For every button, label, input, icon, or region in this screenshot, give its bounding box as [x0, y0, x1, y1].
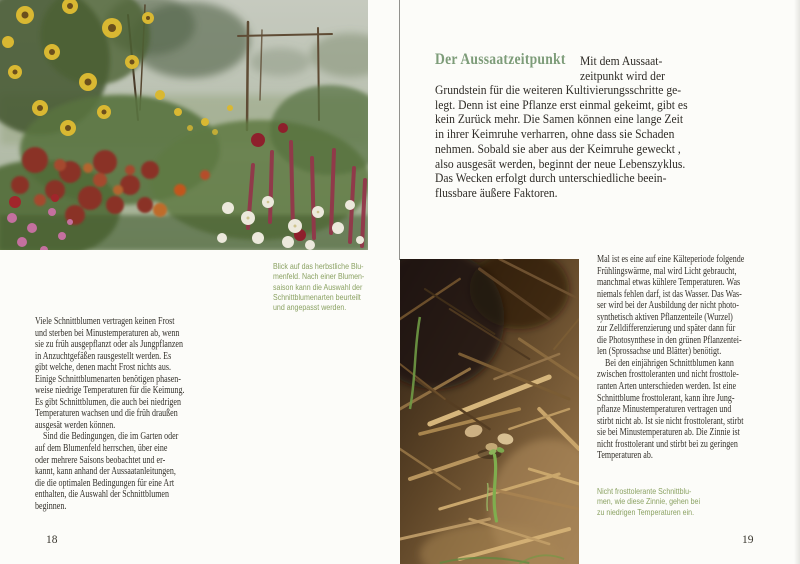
text-line: und sterben bei Minustemperaturen ab, wenn	[35, 327, 180, 339]
lead-text	[435, 83, 748, 201]
body-text-left	[35, 316, 195, 512]
page-number-right: 19	[742, 534, 754, 546]
page-gutter-line	[399, 0, 400, 260]
text-line: die Photosynthese in den grünen Pflanzentei-	[597, 334, 742, 346]
text-line: sie zu früh ausgepflanzt oder als Jungpflanzen	[35, 339, 183, 351]
text-line: sie bei Minustemperaturen ab. Die Zinnie ist	[597, 427, 740, 439]
column-text-right	[597, 254, 765, 462]
text-line: manchmal etwas kühlere Temperaturen. Was	[597, 277, 741, 289]
text-line: die die optimalen Bedingungen für eine Art	[35, 477, 175, 489]
text-line: Bei den einjährigen Schnittblumen kann	[597, 357, 734, 369]
text-line: in ihrer Keimruhe verharren, ohne dass sie Schaden	[435, 127, 675, 142]
text-line: Grundstein für die weiteren Kultivierungsschritte ge-	[435, 83, 682, 97]
text-line: flussbare äußere Faktoren.	[435, 185, 558, 200]
text-line: saison kann die Auswahl der	[273, 281, 363, 292]
page-number-left: 18	[46, 534, 58, 546]
text-line: Das Wecken erfolgt durch unterschiedliche beein-	[435, 171, 667, 186]
text-line: zur Zelldifferenzierung und später dann für	[597, 323, 736, 335]
text-line: menfeld. Nach einer Blumen-	[273, 271, 365, 282]
text-line: Viele Schnittblumen vertragen keinen Frost	[35, 316, 175, 327]
text-line: enthalten, die Auswahl der Schnittblumen	[35, 489, 169, 501]
text-line: synthetisch aktiven Pflanzenteile (Wurzel)	[597, 311, 733, 323]
garden-photo	[0, 0, 368, 250]
text-line: stirbt nicht ab. Ist sie nicht frosttolerant, stirbt	[597, 415, 744, 427]
section-heading: Der Aussaatzeitpunkt	[435, 51, 566, 68]
text-line: pflanze Minustemperaturen vertragen und	[597, 404, 732, 416]
text-line: zeitpunkt wird der	[580, 68, 665, 83]
text-line: legt. Denn ist eine Pflanze erst einmal gekeimt, gibt es	[435, 97, 688, 112]
text-line: men, wie diese Zinnie, gehen bei	[597, 496, 701, 507]
text-line: oder mehrere Saisons beobachtet und er-	[35, 454, 166, 466]
garden-photo-illustration	[0, 0, 368, 250]
text-line: Sind die Bedingungen, die im Garten oder	[35, 431, 179, 443]
text-line: also ausgesät werden, beginnt der neue Lebenszyklus.	[435, 156, 686, 171]
seedling-photo-illustration	[400, 259, 579, 564]
text-line: Es gibt Schnittblumen, die auch bei niedrigen	[35, 396, 181, 408]
text-line: nehmen. Sobald sie aber aus der Keimruhe geweckt ,	[435, 141, 681, 156]
text-line: gibt welche, denen macht Frost nichts aus.	[35, 362, 171, 374]
text-line: Mal ist es eine auf eine Kälteperiode folgende	[597, 254, 745, 265]
text-line: ausgesät werden können.	[35, 419, 116, 431]
text-line: Schnittblume frosttolerant, kann ihre Jung-	[597, 392, 735, 404]
text-line: in Anzuchtgefäßen rausgestellt werden. Es	[35, 350, 172, 362]
text-line: beginnen.	[35, 500, 67, 512]
seedling-photo	[400, 259, 579, 564]
text-line: ranten Arten unterschieden werden. Ist eine	[597, 381, 737, 393]
text-line: niemals fehlen darf, ist das Wasser. Das Was-	[597, 288, 742, 300]
text-line: zwischen frosttoleranten und nicht frosttole-	[597, 369, 739, 381]
page-edge-shadow	[794, 0, 800, 564]
text-line: Blick auf das herbstliche Blu-	[273, 261, 364, 271]
text-line: Nicht frosttolerante Schnittblu-	[597, 486, 692, 496]
text-line: Mit dem Aussaat-	[580, 54, 663, 68]
text-line: ser wird bei der Ausbildung der nicht photo-	[597, 300, 739, 312]
text-line: Frühlingswärme, mal wird Licht gebraucht,	[597, 265, 737, 277]
text-line: weise niedrige Temperaturen für die Keimung.	[35, 385, 185, 397]
photo-caption-left	[273, 261, 371, 312]
text-line: Temperaturen ab.	[597, 450, 653, 462]
photo-caption-right	[597, 486, 712, 517]
text-line: len (Sprossachse und Blätter) benötigt.	[597, 346, 722, 358]
text-line: kannt, kann anhand der Aussaatanleitungen,	[35, 466, 176, 478]
intro-text	[580, 54, 665, 83]
text-line: und angepasst werden.	[273, 302, 347, 313]
text-line: zu niedrigen Temperaturen ein.	[597, 506, 695, 517]
text-line: nicht frosttolerant und stirbt bei zu geringen	[597, 438, 738, 450]
text-line: kein Zurück mehr. Die Samen können eine lange Zeit	[435, 112, 684, 127]
text-line: Einige Schnittblumenarten benötigen phasen-	[35, 373, 181, 385]
text-line: Schnittblumenarten beurteilt	[273, 291, 361, 302]
text-line: auf dem Blumenfeld herrschen, über eine	[35, 443, 168, 455]
text-line: Temperaturen wachsen und die früh draußen	[35, 408, 178, 420]
